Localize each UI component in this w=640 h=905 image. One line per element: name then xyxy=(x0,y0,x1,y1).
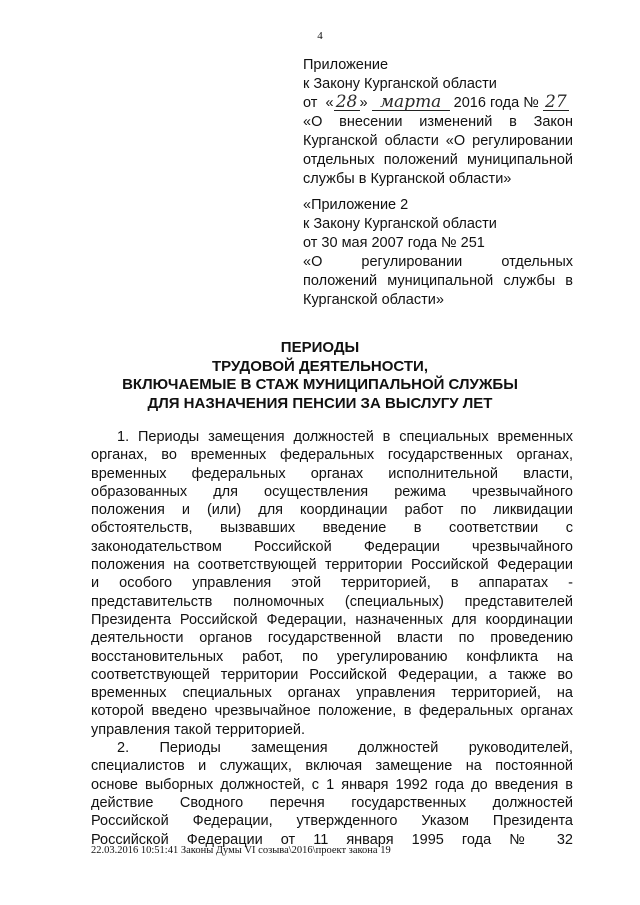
day-close-quote: » xyxy=(359,95,368,111)
paragraph-1-line: 1. Периоды замещения должностей в специальных временных xyxy=(117,429,573,445)
paragraph-1-line: временных специальных органах управления территорией, на xyxy=(91,685,573,702)
paragraph-2-line: основе выборных должностей, с 1 января 1992 года до введения в xyxy=(91,776,573,793)
title-line: ПЕРИОДЫ xyxy=(280,339,360,356)
title-line: ВКЛЮЧАЕМЫЕ В СТАЖ МУНИЦИПАЛЬНОЙ СЛУЖБЫ xyxy=(122,376,518,393)
appendix-2-subject-line: положений муниципальной службы в xyxy=(303,273,573,289)
paragraph-1-line: обстоятельств, вызвавших введение в соответствии с xyxy=(91,520,573,537)
paragraph-2-line: специалистов и служащих, включая замещение на постоянной xyxy=(91,758,573,775)
handwritten-law-number: 27 xyxy=(543,94,569,111)
paragraph-2-line: действие Сводного перечня государственных должностей xyxy=(91,794,573,811)
paragraph-1-line: которой введено чрезвычайное положение, в федеральных органах xyxy=(91,703,573,720)
appendix-2-law-ref: к Закону Курганской области xyxy=(303,216,497,232)
handwritten-day: 28 xyxy=(334,94,360,111)
paragraph-2-line: Российской Федерации от 11 января 1995 года № 32 xyxy=(91,831,573,848)
paragraph-1-line: соответствующей территории Российской Федерации, а также во xyxy=(91,666,573,683)
day-open-quote: « xyxy=(325,95,334,111)
paragraph-1-line: деятельности органов государственной власти по проведению xyxy=(91,630,573,647)
document-footer: 22.03.2016 10:51:41 Законы Думы VI созыва\2016\проект закона 19 xyxy=(91,845,391,856)
paragraph-1-line: положения на соответствующей территории Российской Федерации xyxy=(91,557,573,574)
year-text: 2016 года № xyxy=(453,95,539,111)
paragraph-1-line: положения и (или) для координации работ по ликвидации xyxy=(91,502,573,519)
appendix-2-label: «Приложение 2 xyxy=(303,197,409,213)
appendix-subject-line: службы в Курганской области» xyxy=(303,171,512,187)
paragraph-1-line: образованных для осуществления режима чрезвычайного xyxy=(91,483,573,500)
paragraph-1-line: и особого управления этой территорией, в аппаратах - xyxy=(91,575,573,592)
paragraph-2-line: Российской Федерации, утвержденного Указом Президента xyxy=(91,813,573,830)
appendix-2-date-line: от 30 мая 2007 года № 251 xyxy=(303,235,485,251)
appendix-subject-line: Курганской области «О регулировании xyxy=(303,133,573,149)
title-line: ДЛЯ НАЗНАЧЕНИЯ ПЕНСИИ ЗА ВЫСЛУГУ ЛЕТ xyxy=(147,394,493,412)
paragraph-1-line: восстановительных работ, по урегулированию конфликта на xyxy=(91,648,573,665)
paragraph-1-line: временных федеральных органах исполнительной власти, xyxy=(91,465,573,482)
appendix-label: Приложение xyxy=(303,57,389,73)
appendix-header xyxy=(303,56,573,189)
paragraph-1-line: представительств полномочных (специальных) представителей xyxy=(91,593,573,610)
paragraph-1-line: управления такой территорией. xyxy=(91,721,306,738)
appendix-subject-line: отдельных положений муниципальной xyxy=(303,152,573,168)
appendix-2-header xyxy=(303,196,573,310)
appendix-subject-line: «О внесении изменений в Закон xyxy=(303,114,573,130)
handwritten-month: марта xyxy=(372,94,450,111)
paragraph-2-line: 2. Периоды замещения должностей руководителей, xyxy=(117,740,573,757)
date-prefix: от xyxy=(303,95,318,111)
appendix-2-subject-line: «О регулировании отдельных xyxy=(303,254,573,270)
appendix-2-subject-line: Курганской области» xyxy=(303,292,444,308)
paragraph-1-line: Президента Российской Федерации, назначенных для координации xyxy=(91,611,573,628)
appendix-law-ref: к Закону Курганской области xyxy=(303,76,497,92)
paragraph-1-line: законодательством Российской Федерации чрезвычайного xyxy=(91,538,573,555)
paragraph-1-line: органах, во временных федеральных государственных органах, xyxy=(91,447,573,464)
title-line: ТРУДОВОЙ ДЕЯТЕЛЬНОСТИ, xyxy=(212,357,428,375)
document-title xyxy=(60,339,580,413)
appendix-date-line xyxy=(303,94,573,113)
page-number: 4 xyxy=(317,30,323,42)
document-body xyxy=(91,428,573,849)
